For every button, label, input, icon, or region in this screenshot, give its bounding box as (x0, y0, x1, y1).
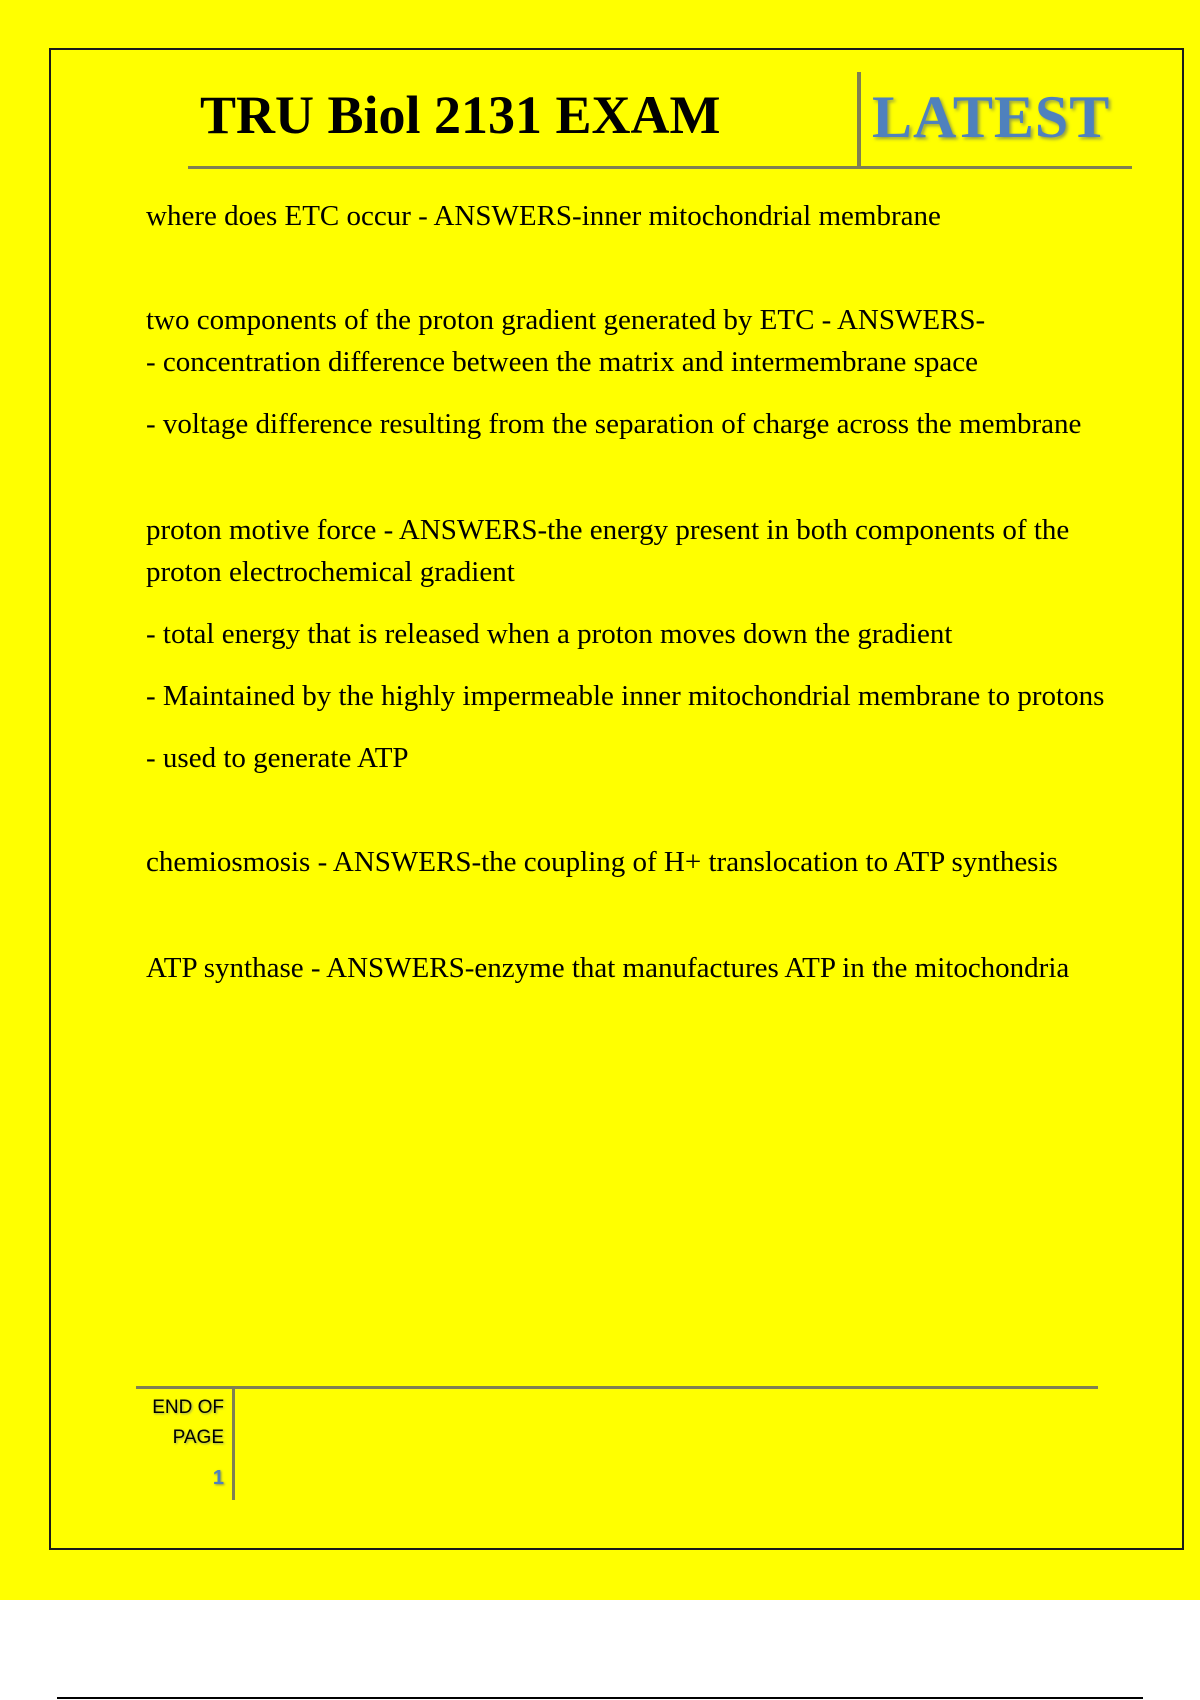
document-body (146, 195, 1106, 989)
footer-rule (136, 1386, 1098, 1389)
qa-line: - total energy that is released when a proton moves down the gradient (146, 618, 953, 650)
qa-line: where does ETC occur - ANSWERS-inner mitochondrial membrane (146, 200, 941, 232)
page-title: TRU Biol 2131 EXAM (200, 85, 721, 145)
qa-line: - concentration difference between the matrix and intermembrane space (146, 346, 979, 378)
qa-line: - used to generate ATP (146, 742, 409, 774)
qa-line: ATP synthase - ANSWERS-enzyme that manufactures ATP in the mitochondria (146, 952, 1070, 984)
end-of-page-label: END OF PAGE (152, 1397, 224, 1448)
header-rule (188, 166, 1132, 169)
qa-block-atp-synthase (146, 947, 1106, 989)
qa-block-etc-location (146, 195, 1106, 237)
qa-line: proton motive force - ANSWERS-the energy present in both components of the proton electrochemical gradient (146, 514, 1070, 588)
bottom-rule (57, 1697, 1143, 1699)
qa-block-proton-gradient (146, 299, 1106, 445)
qa-line: two components of the proton gradient generated by ETC - ANSWERS- (146, 304, 986, 336)
qa-line: - voltage difference resulting from the separation of charge across the membrane (146, 408, 1082, 440)
latest-badge: LATEST (872, 84, 1111, 150)
page-number: 1 (212, 1467, 224, 1489)
header-divider (857, 72, 861, 168)
qa-block-proton-motive-force (146, 509, 1106, 779)
qa-line: chemiosmosis - ANSWERS-the coupling of H+ translocation to ATP synthesis (146, 846, 1058, 878)
qa-line: - Maintained by the highly impermeable inner mitochondrial membrane to protons (146, 680, 1105, 712)
qa-block-chemiosmosis (146, 841, 1106, 883)
footer-divider (232, 1388, 235, 1500)
